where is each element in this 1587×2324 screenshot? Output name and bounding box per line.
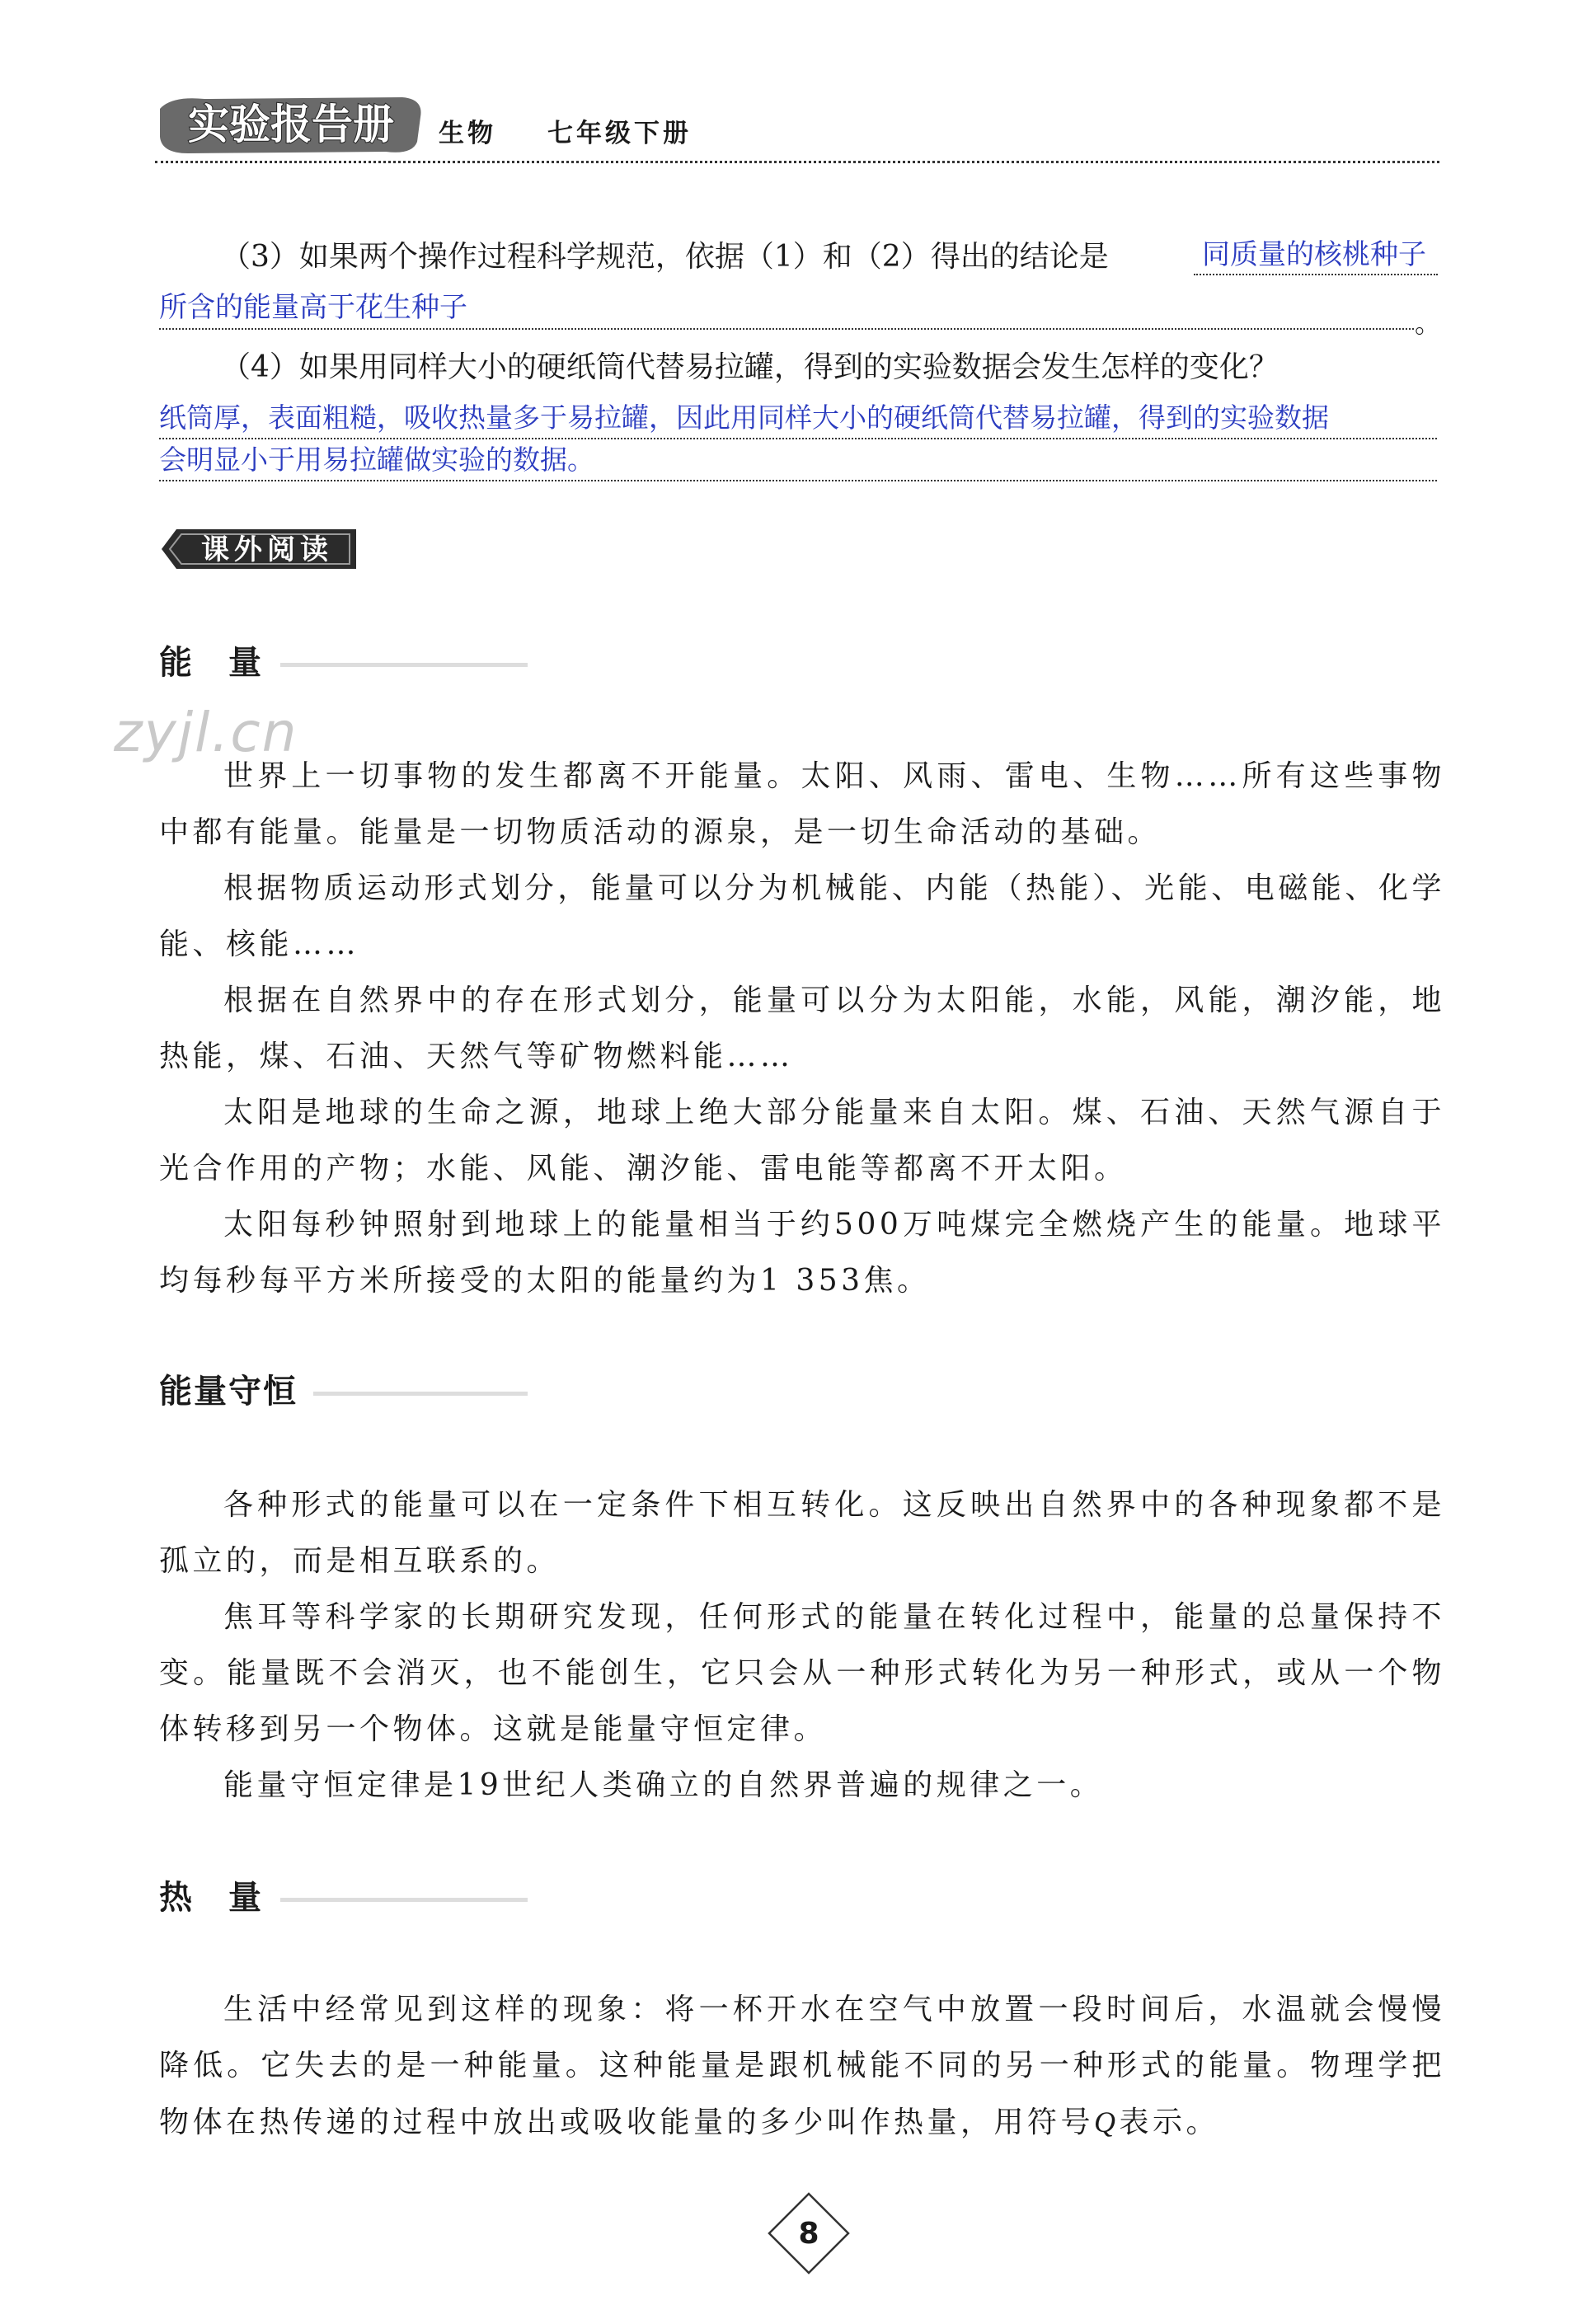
question-3-answer-part1: 同质量的核桃种子	[1202, 238, 1426, 271]
extracurricular-reading-tag	[158, 524, 364, 574]
question-4-answer-line2: 会明显小于用易拉罐做实验的数据。	[159, 444, 594, 476]
page-number: 8	[798, 2216, 819, 2251]
heat-paragraph-tail: 表示。	[1119, 2106, 1220, 2139]
header-grade: 七年级下册	[547, 119, 692, 148]
book-title-banner	[155, 92, 427, 157]
question-4-prompt: （4）如果用同样大小的硬纸筒代替易拉罐，得到的实验数据会发生怎样的变化？	[221, 350, 1279, 384]
answer-underline	[1194, 274, 1438, 275]
heading-decoration	[313, 1390, 528, 1398]
answer-underline	[159, 328, 1414, 330]
energy-paragraph-1: 世界上一切事物的发生都离不开能量。太阳、风雨、雷电、生物……所有这些事物中都有能量。能量是一切物质活动的源泉，是一切生命活动的基础。	[159, 759, 1445, 849]
energy-paragraph-4: 太阳是地球的生命之源，地球上绝大部分能量来自太阳。煤、石油、天然气源自于光合作用的产物；水能、风能、潮汐能、雷电能等都离不开太阳。	[159, 1096, 1445, 1185]
section-heading-heat: 热 量	[159, 1879, 263, 1917]
energy-paragraph-2: 根据物质运动形式划分，能量可以分为机械能、内能（热能）、光能、电磁能、化学能、核能……	[159, 871, 1445, 961]
energy-paragraph-5: 太阳每秒钟照射到地球上的能量相当于约500万吨煤完全燃烧产生的能量。地球平均每秒每平方米所接受的太阳的能量约为1 353焦。	[159, 1208, 1445, 1298]
heat-paragraph-text: 生活中经常见到这样的现象：将一杯开水在空气中放置一段时间后，水温就会慢慢降低。它失去的是一种能量。这种能量是跟机械能不同的另一种形式的能量。物理学把物体在热传递的过程中放出或吸收能量的多少叫作热量，用符号	[159, 1993, 1445, 2139]
question-3-answer-part2: 所含的能量高于花生种子	[159, 291, 467, 324]
heat-paragraph-1	[159, 1982, 1445, 2151]
heading-decoration	[280, 661, 528, 669]
watermark: zyjl.cn	[114, 701, 298, 764]
question-3-end-mark: 。	[1415, 308, 1442, 339]
section-heading-energy: 能 量	[159, 644, 263, 682]
question-4-answer-line1: 纸筒厚，表面粗糙，吸收热量多于易拉罐，因此用同样大小的硬纸筒代替易拉罐，得到的实验数据	[159, 401, 1329, 434]
conservation-paragraph-3: 能量守恒定律是19世纪人类确立的自然界普遍的规律之一。	[223, 1768, 1104, 1802]
heading-decoration	[280, 1896, 528, 1904]
header-divider	[155, 161, 1439, 163]
answer-underline	[159, 438, 1437, 439]
section-tag-label: 课外阅读	[201, 533, 333, 566]
conservation-paragraph-1: 各种形式的能量可以在一定条件下相互转化。这反映出自然界中的各种现象都不是孤立的，而是相互联系的。	[159, 1488, 1445, 1578]
book-title: 实验报告册	[188, 101, 394, 148]
question-3-prompt: （3）如果两个操作过程科学规范，依据（1）和（2）得出的结论是	[221, 240, 1109, 274]
conservation-paragraph-2: 焦耳等科学家的长期研究发现，任何形式的能量在转化过程中，能量的总量保持不变。能量既不会消灭，也不能创生，它只会从一种形式转化为另一种形式，或从一个物体转移到另一个物体。这就是能量守恒定律。	[159, 1600, 1445, 1746]
energy-paragraph-3: 根据在自然界中的存在形式划分，能量可以分为太阳能，水能，风能，潮汐能，地热能，煤、石油、天然气等矿物燃料能……	[159, 984, 1445, 1073]
heat-symbol: Q	[1094, 2106, 1120, 2139]
answer-underline	[159, 480, 1437, 481]
header-subject: 生物	[439, 119, 496, 148]
section-heading-energy-conservation: 能量守恒	[159, 1373, 298, 1411]
